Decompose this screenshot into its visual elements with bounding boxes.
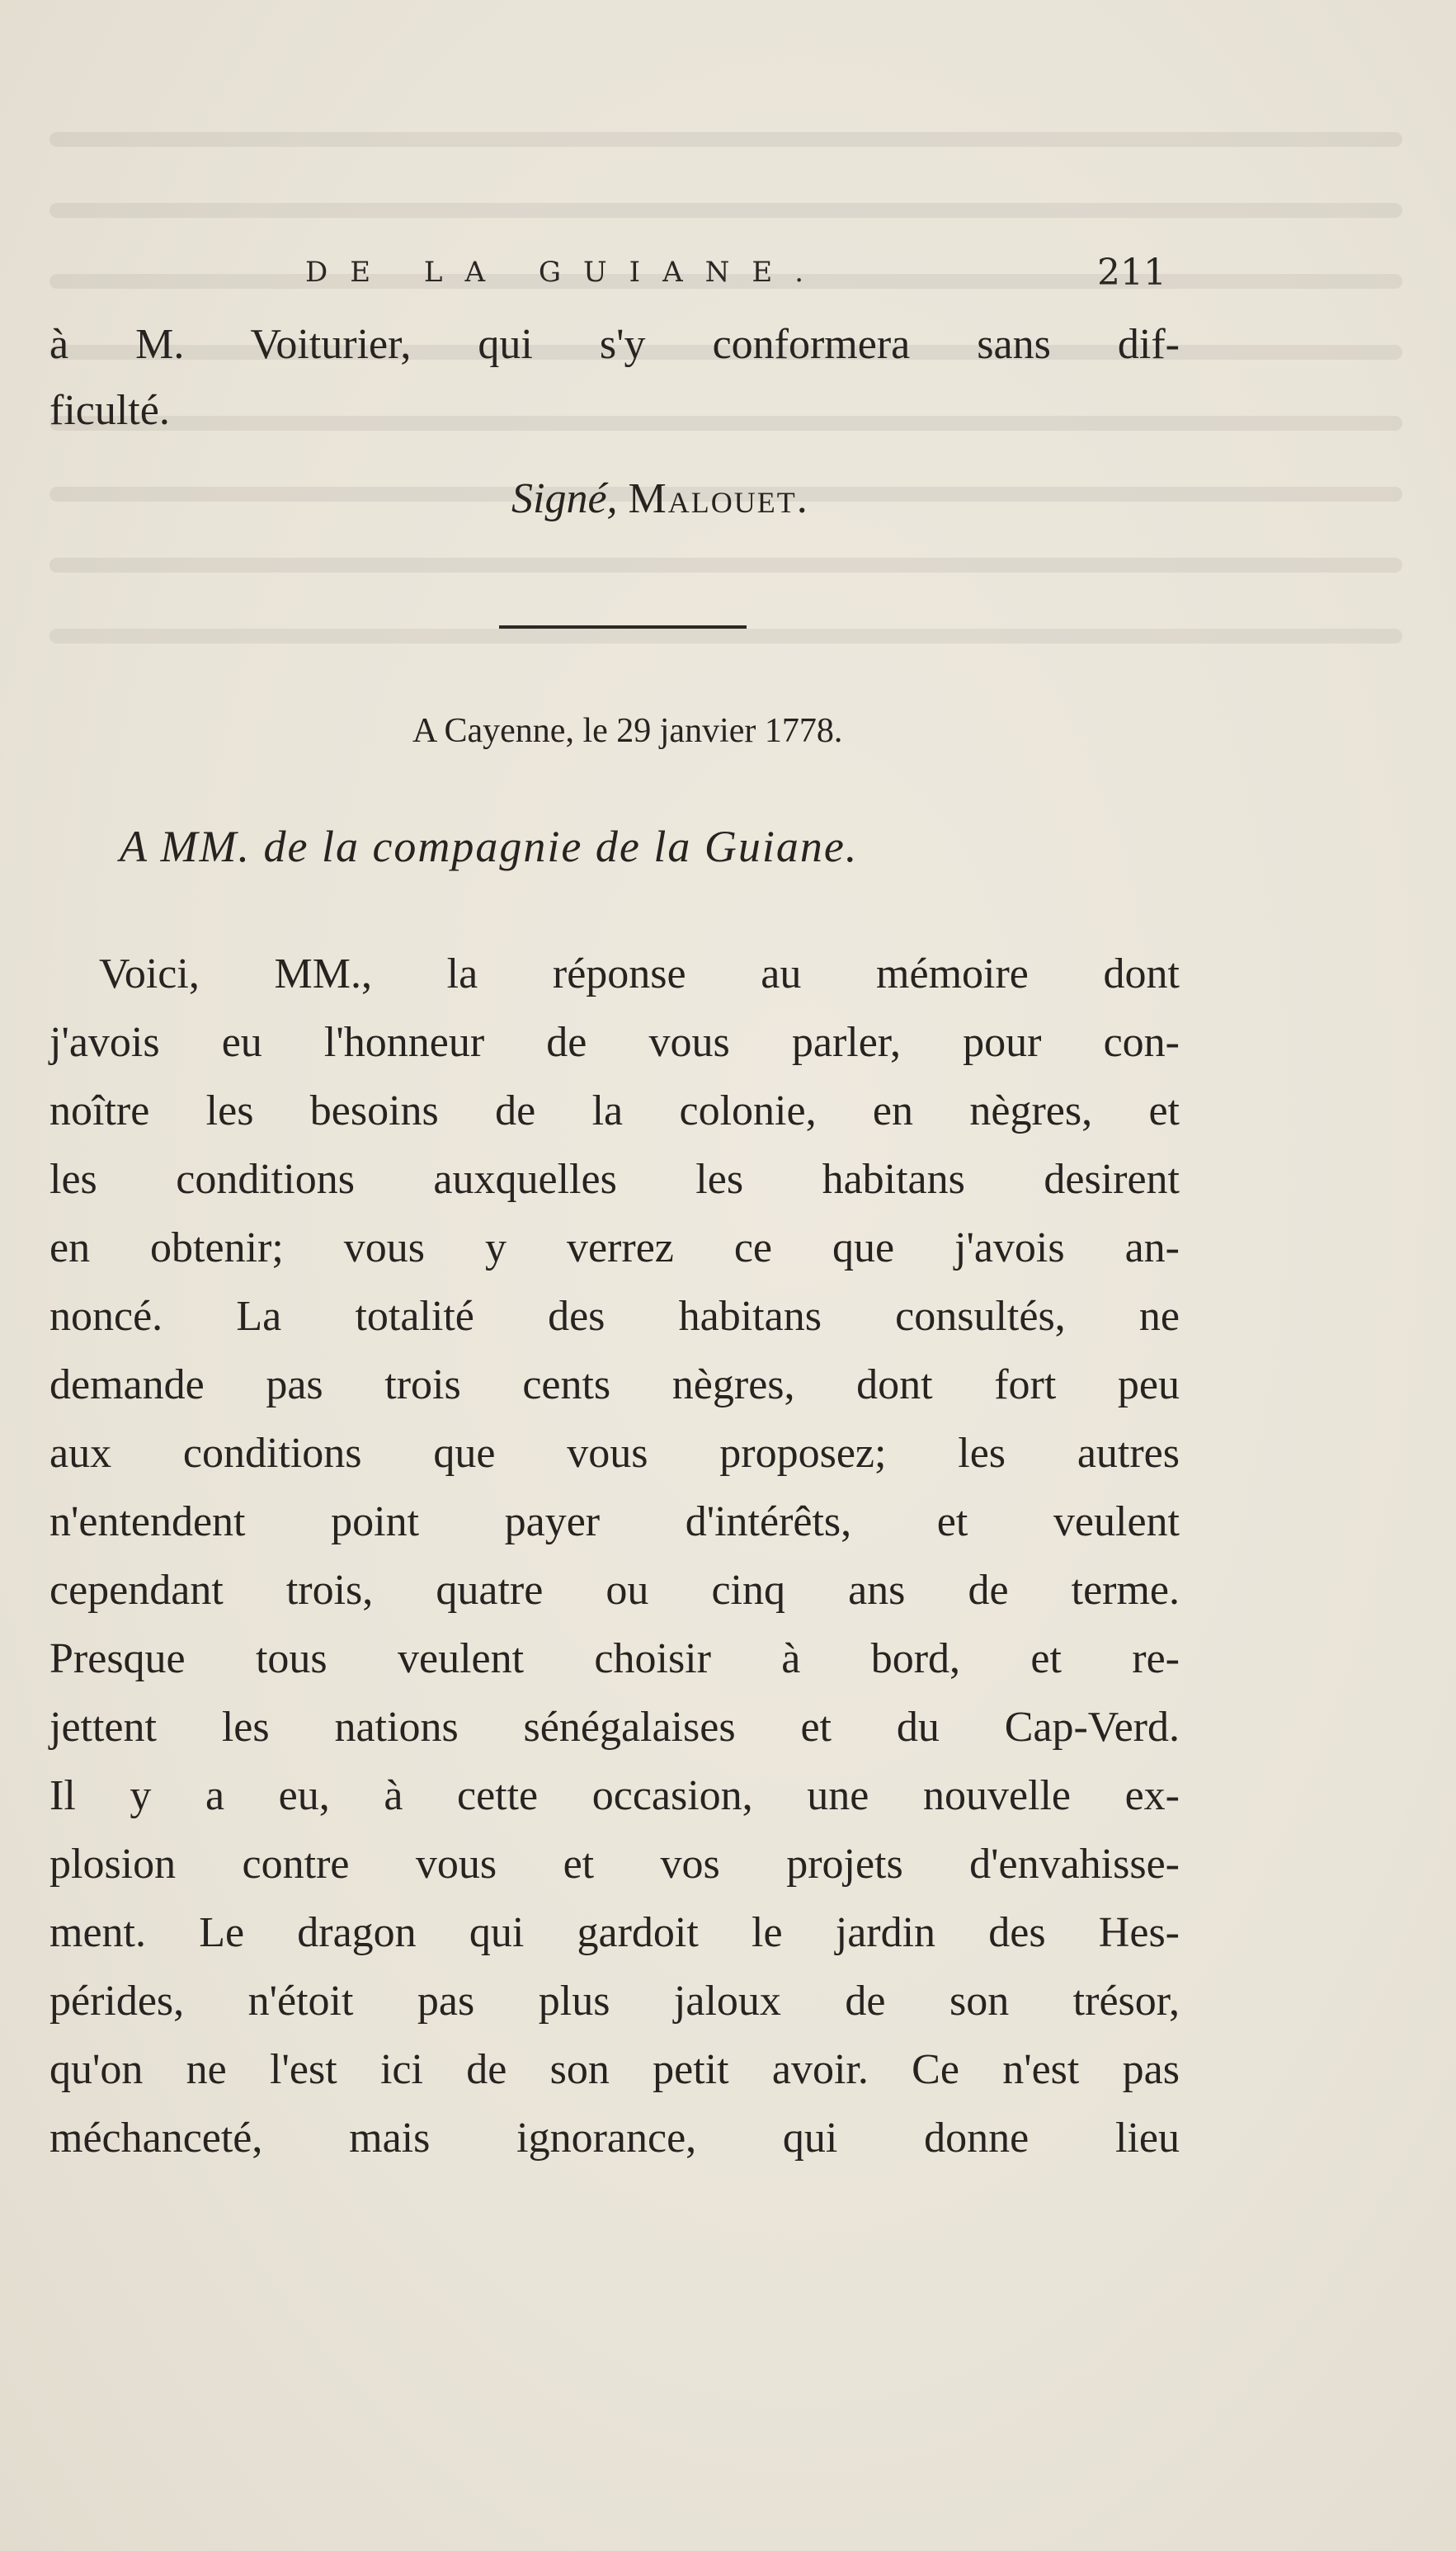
body-line: cependant trois, quatre ou cinq ans de terme. <box>49 1567 1180 1614</box>
body-line: les conditions auxquelles les habitans desirent <box>49 1156 1180 1203</box>
body-line: pérides, n'étoit pas plus jaloux de son trésor, <box>49 1978 1180 2025</box>
body-line: noître les besoins de la colonie, en nègres, et <box>49 1087 1180 1134</box>
body-line: qu'on ne l'est ici de son petit avoir. Ce n'est pas <box>49 2046 1180 2093</box>
body-line: n'entendent point payer d'intérêts, et veulent <box>49 1498 1180 1545</box>
closing-line: ficulté. <box>49 387 170 434</box>
body-line: demande pas trois cents nègres, dont fort peu <box>49 1361 1180 1408</box>
body-line: méchanceté, mais ignorance, qui donne lieu <box>49 2115 1180 2162</box>
body-line: en obtenir; vous y verrez ce que j'avois an- <box>49 1224 1180 1271</box>
body-line: j'avois eu l'honneur de vous parler, pour con- <box>49 1019 1180 1066</box>
body-line: Voici, MM., la réponse au mémoire dont <box>99 950 1180 997</box>
dateline: A Cayenne, le 29 janvier 1778. <box>412 712 843 750</box>
body-line: aux conditions que vous proposez; les autres <box>49 1430 1180 1477</box>
page-number: 211 <box>1097 252 1166 294</box>
body-line: noncé. La totalité des habitans consultés, ne <box>49 1293 1180 1340</box>
body-line: Il y a eu, à cette occasion, une nouvelle ex- <box>49 1772 1180 1819</box>
body-line: ment. Le dragon qui gardoit le jardin des Hes- <box>49 1909 1180 1956</box>
running-head: DE LA GUIANE. <box>305 256 827 289</box>
signature-prefix: Signé, <box>511 475 618 522</box>
signature-name: Malouet. <box>628 475 809 522</box>
body-line: Presque tous veulent choisir à bord, et re- <box>49 1635 1180 1682</box>
body-line: plosion contre vous et vos projets d'envahisse- <box>49 1841 1180 1888</box>
letter-address: A MM. de la compagnie de la Guiane. <box>120 822 859 871</box>
closing-line: à M. Voiturier, qui s'y conformera sans dif- <box>49 321 1180 368</box>
body-line: jettent les nations sénégalaises et du Cap-Verd. <box>49 1704 1180 1751</box>
